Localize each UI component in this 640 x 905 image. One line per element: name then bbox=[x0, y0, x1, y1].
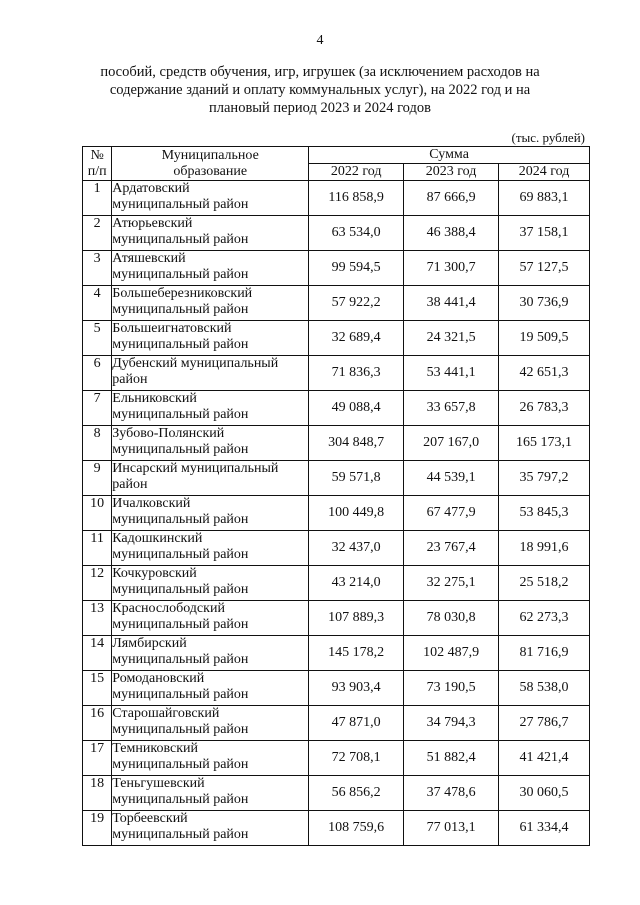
row-number: 19 bbox=[83, 811, 112, 846]
row-number: 12 bbox=[83, 566, 112, 601]
amount-2023: 67 477,9 bbox=[404, 496, 499, 531]
table-row bbox=[83, 321, 590, 356]
table-row bbox=[83, 671, 590, 706]
municipality-name: Ардатовский муниципальный район bbox=[112, 181, 309, 216]
title-line: плановый период 2023 и 2024 годов bbox=[209, 100, 431, 116]
row-number: 1 bbox=[83, 181, 112, 216]
amount-2022: 93 903,4 bbox=[309, 671, 404, 706]
header-municipality-label: Муниципальное образование bbox=[161, 147, 259, 179]
municipality-name: Ичалковский муниципальный район bbox=[112, 496, 309, 531]
row-number: 11 bbox=[83, 531, 112, 566]
table-row bbox=[83, 566, 590, 601]
amount-2022: 72 708,1 bbox=[309, 741, 404, 776]
row-number: 4 bbox=[83, 286, 112, 321]
amount-2023: 77 013,1 bbox=[404, 811, 499, 846]
amount-2024: 30 736,9 bbox=[499, 286, 590, 321]
table-row bbox=[83, 461, 590, 496]
table-row bbox=[83, 601, 590, 636]
municipality-name: Атюрьевский муниципальный район bbox=[112, 216, 309, 251]
municipality-name: Большеберезниковский муниципальный район bbox=[112, 286, 309, 321]
amount-2023: 73 190,5 bbox=[404, 671, 499, 706]
amount-2024: 26 783,3 bbox=[499, 391, 590, 426]
amount-2023: 32 275,1 bbox=[404, 566, 499, 601]
title-line: содержание зданий и оплату коммунальных услуг), на 2022 год и на bbox=[109, 82, 531, 98]
amount-2023: 51 882,4 bbox=[404, 741, 499, 776]
table-row bbox=[83, 426, 590, 461]
table-row bbox=[83, 531, 590, 566]
amount-2024: 35 797,2 bbox=[499, 461, 590, 496]
amount-2022: 32 437,0 bbox=[309, 531, 404, 566]
municipality-name: Лямбирский муниципальный район bbox=[112, 636, 309, 671]
amount-2022: 107 889,3 bbox=[309, 601, 404, 636]
amount-2022: 57 922,2 bbox=[309, 286, 404, 321]
table-row bbox=[83, 216, 590, 251]
table-row bbox=[83, 286, 590, 321]
header-year-2023: 2023 год bbox=[404, 164, 499, 181]
row-number: 17 bbox=[83, 741, 112, 776]
header-sum: Сумма bbox=[309, 147, 590, 164]
municipality-name: Темниковский муниципальный район bbox=[112, 741, 309, 776]
amount-2023: 37 478,6 bbox=[404, 776, 499, 811]
header-year-2022: 2022 год bbox=[309, 164, 404, 181]
table-row bbox=[83, 496, 590, 531]
amount-2022: 49 088,4 bbox=[309, 391, 404, 426]
amount-2024: 61 334,4 bbox=[499, 811, 590, 846]
amount-2023: 71 300,7 bbox=[404, 251, 499, 286]
amount-2024: 69 883,1 bbox=[499, 181, 590, 216]
amount-2023: 33 657,8 bbox=[404, 391, 499, 426]
municipality-name: Кадошкинский муниципальный район bbox=[112, 531, 309, 566]
row-number: 14 bbox=[83, 636, 112, 671]
title-line: пособий, средств обучения, игр, игрушек (за исключением расходов на bbox=[100, 64, 540, 80]
amount-2023: 87 666,9 bbox=[404, 181, 499, 216]
amount-2023: 44 539,1 bbox=[404, 461, 499, 496]
row-number: 5 bbox=[83, 321, 112, 356]
row-number: 18 bbox=[83, 776, 112, 811]
municipality-name: Теньгушевский муниципальный район bbox=[112, 776, 309, 811]
amount-2023: 34 794,3 bbox=[404, 706, 499, 741]
header-municipality bbox=[112, 147, 309, 181]
amount-2022: 63 534,0 bbox=[309, 216, 404, 251]
table-body bbox=[83, 181, 590, 846]
table-row bbox=[83, 811, 590, 846]
row-number: 3 bbox=[83, 251, 112, 286]
amount-2022: 56 856,2 bbox=[309, 776, 404, 811]
row-number: 6 bbox=[83, 356, 112, 391]
row-number: 10 bbox=[83, 496, 112, 531]
amount-2024: 57 127,5 bbox=[499, 251, 590, 286]
row-number: 9 bbox=[83, 461, 112, 496]
municipality-name: Старошайговский муниципальный район bbox=[112, 706, 309, 741]
municipality-name: Атяшевский муниципальный район bbox=[112, 251, 309, 286]
amount-2024: 53 845,3 bbox=[499, 496, 590, 531]
amount-2022: 59 571,8 bbox=[309, 461, 404, 496]
municipality-name: Кочкуровский муниципальный район bbox=[112, 566, 309, 601]
amount-2023: 24 321,5 bbox=[404, 321, 499, 356]
budget-table bbox=[82, 146, 590, 846]
amount-2022: 304 848,7 bbox=[309, 426, 404, 461]
amount-2024: 19 509,5 bbox=[499, 321, 590, 356]
amount-2022: 145 178,2 bbox=[309, 636, 404, 671]
amount-2023: 53 441,1 bbox=[404, 356, 499, 391]
municipality-name: Краснослободский муниципальный район bbox=[112, 601, 309, 636]
row-number: 13 bbox=[83, 601, 112, 636]
row-number: 2 bbox=[83, 216, 112, 251]
row-number: 16 bbox=[83, 706, 112, 741]
amount-2023: 38 441,4 bbox=[404, 286, 499, 321]
amount-2024: 27 786,7 bbox=[499, 706, 590, 741]
amount-2024: 30 060,5 bbox=[499, 776, 590, 811]
amount-2024: 37 158,1 bbox=[499, 216, 590, 251]
amount-2023: 46 388,4 bbox=[404, 216, 499, 251]
amount-2022: 116 858,9 bbox=[309, 181, 404, 216]
amount-2022: 71 836,3 bbox=[309, 356, 404, 391]
table-row bbox=[83, 251, 590, 286]
municipality-name: Дубенский муниципальный район bbox=[112, 356, 309, 391]
amount-2024: 62 273,3 bbox=[499, 601, 590, 636]
amount-2022: 100 449,8 bbox=[309, 496, 404, 531]
amount-2024: 25 518,2 bbox=[499, 566, 590, 601]
table-row bbox=[83, 356, 590, 391]
row-number: 15 bbox=[83, 671, 112, 706]
amount-2023: 78 030,8 bbox=[404, 601, 499, 636]
header-year-2024: 2024 год bbox=[499, 164, 590, 181]
amount-2023: 207 167,0 bbox=[404, 426, 499, 461]
amount-2024: 18 991,6 bbox=[499, 531, 590, 566]
municipality-name: Зубово-Полянский муниципальный район bbox=[112, 426, 309, 461]
municipality-name: Торбеевский муниципальный район bbox=[112, 811, 309, 846]
table-row bbox=[83, 636, 590, 671]
amount-2024: 165 173,1 bbox=[499, 426, 590, 461]
municipality-name: Инсарский муниципальный район bbox=[112, 461, 309, 496]
row-number: 8 bbox=[83, 426, 112, 461]
municipality-name: Ромодановский муниципальный район bbox=[112, 671, 309, 706]
table-row bbox=[83, 776, 590, 811]
header-number-line: № п/п bbox=[87, 147, 107, 179]
amount-2024: 42 651,3 bbox=[499, 356, 590, 391]
municipality-name: Большеигнатовский муниципальный район bbox=[112, 321, 309, 356]
units-label: (тыс. рублей) bbox=[511, 130, 585, 145]
table-row bbox=[83, 706, 590, 741]
table-row bbox=[83, 181, 590, 216]
amount-2022: 32 689,4 bbox=[309, 321, 404, 356]
document-title bbox=[95, 63, 545, 117]
amount-2022: 108 759,6 bbox=[309, 811, 404, 846]
amount-2024: 41 421,4 bbox=[499, 741, 590, 776]
amount-2024: 81 716,9 bbox=[499, 636, 590, 671]
amount-2024: 58 538,0 bbox=[499, 671, 590, 706]
amount-2023: 23 767,4 bbox=[404, 531, 499, 566]
row-number: 7 bbox=[83, 391, 112, 426]
page-number: 4 bbox=[316, 33, 324, 48]
amount-2022: 43 214,0 bbox=[309, 566, 404, 601]
header-number bbox=[83, 147, 112, 181]
amount-2022: 99 594,5 bbox=[309, 251, 404, 286]
amount-2023: 102 487,9 bbox=[404, 636, 499, 671]
amount-2022: 47 871,0 bbox=[309, 706, 404, 741]
table-row bbox=[83, 741, 590, 776]
table-row bbox=[83, 391, 590, 426]
municipality-name: Ельниковский муниципальный район bbox=[112, 391, 309, 426]
